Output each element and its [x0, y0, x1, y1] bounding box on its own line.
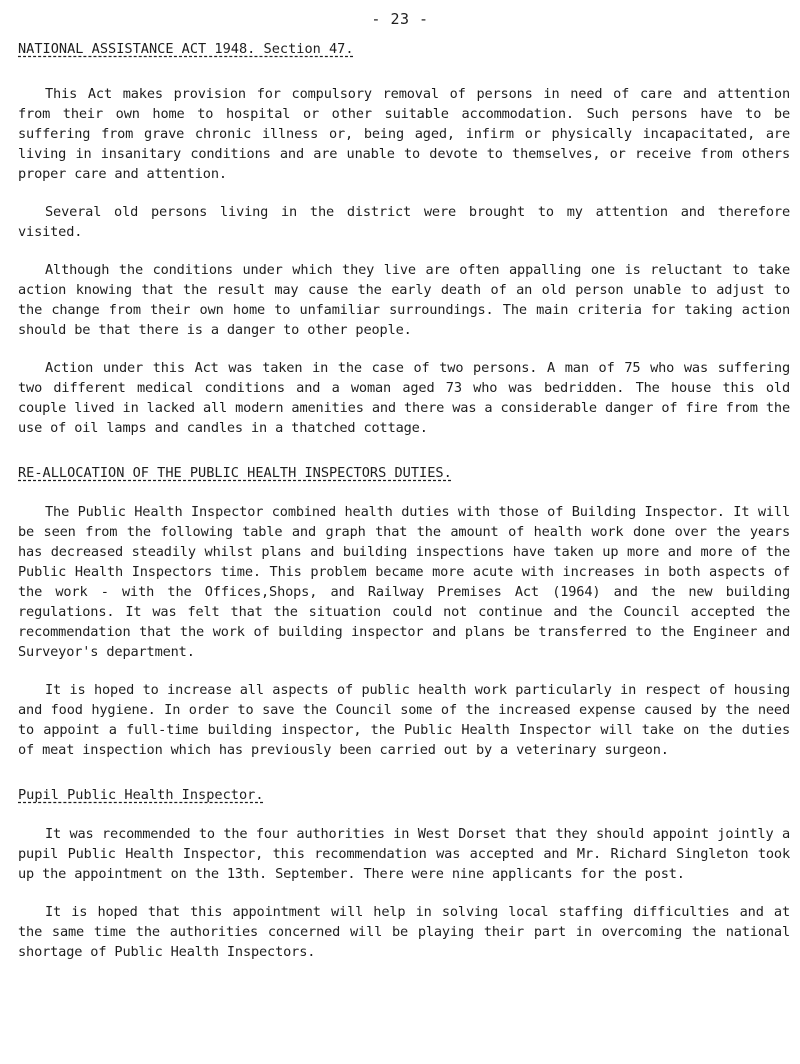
section-heading-pupil-inspector: Pupil Public Health Inspector.	[18, 787, 264, 803]
page-number: - 23 -	[371, 10, 429, 28]
paragraph: This Act makes provision for compulsory removal of persons in need of care and attention from their own home to hospital or other suitable accommodation. Such persons have to be suffering from grave chronic illness or, being aged, infirm or physically incapacitated, are living in insanitary conditions and are unable to devote to themselves, or receive from others proper care and attention.	[18, 86, 790, 182]
paragraph: Several old persons living in the district were brought to my attention and therefore visited.	[18, 204, 790, 240]
paragraph: The Public Health Inspector combined health duties with those of Building Inspector. It will be seen from the following table and graph that the amount of health work done over the years has decreased steadily whilst plans and building inspections have taken up more and more of the Public Health Inspectors time. This problem became more acute with increases in both aspects of the work - with the Offices,Shops, and Railway Premises Act (1964) and the new building regulations. It was felt that the situation could not continue and the Council accepted the recommendation that the work of building inspector and plans be transferred to the Engineer and Surveyor's department.	[18, 504, 790, 660]
section-heading-re-allocation: RE-ALLOCATION OF THE PUBLIC HEALTH INSPECTORS DUTIES.	[18, 465, 452, 481]
document-body	[18, 40, 790, 980]
section-heading-national-assistance-act: NATIONAL ASSISTANCE ACT 1948. Section 47.	[18, 41, 354, 57]
paragraph: Action under this Act was taken in the case of two persons. A man of 75 who was suffering two different medical conditions and a woman aged 73 who was bedridden. The house this old couple lived in lacked all modern amenities and there was a considerable danger of fire from the use of oil lamps and candles in a thatched cottage.	[18, 360, 790, 436]
paragraph: It was recommended to the four authorities in West Dorset that they should appoint jointly a pupil Public Health Inspector, this recommendation was accepted and Mr. Richard Singleton took up the appointment on the 13th. September. There were nine applicants for the post.	[18, 826, 790, 882]
paragraph: It is hoped to increase all aspects of public health work particularly in respect of housing and food hygiene. In order to save the Council some of the increased expense caused by the need to appoint a full-time building inspector, the Public Health Inspector will take on the duties of meat inspection which has previously been carried out by a veterinary surgeon.	[18, 682, 790, 758]
paragraph: Although the conditions under which they live are often appalling one is reluctant to take action knowing that the result may cause the early death of an old person unable to adjust to the change from their own home to unfamiliar surroundings. The main criteria for taking action should be that there is a danger to other people.	[18, 262, 790, 338]
paragraph: It is hoped that this appointment will help in solving local staffing difficulties and at the same time the authorities concerned will be playing their part in overcoming the national shortage of Public Health Inspectors.	[18, 904, 790, 960]
